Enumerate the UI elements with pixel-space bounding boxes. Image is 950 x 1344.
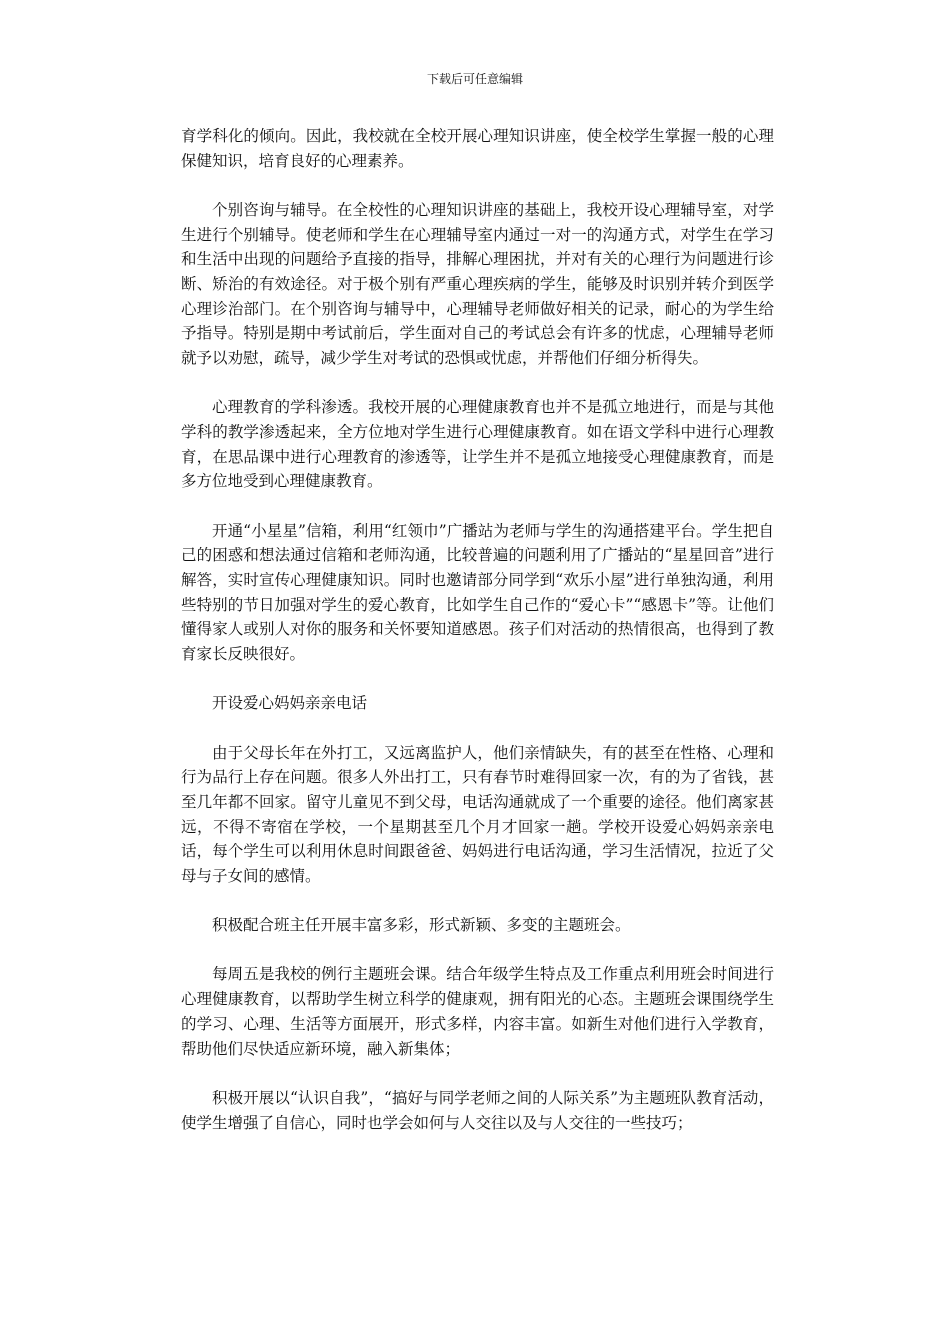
paragraph-4: 开通“小星星”信箱，利用“红领巾”广播站为老师与学生的沟通搭建平台。学生把自己的困惑和想法通过信箱和老师沟通，比较普遍的问题利用了广播站的“星星回音”进行解答，实时宣传心理健康知识。同时也邀请部分同学到“欢乐小屋”进行单独沟通，利用些特别的节日加强对学生的爱心教育，比如学生自己作的“爱心卡”“感恩卡”等。让他们懂得家人或别人对你的服务和关怀要知道感恩。孩子们对活动的热情很高，也得到了教育家长反映很好。 (181, 521, 774, 664)
paragraph-1: 育学科化的倾向。因此，我校就在全校开展心理知识讲座，使全校学生掌握一般的心理保健知识，培育良好的心理素养。 (181, 127, 774, 170)
paragraph-5: 开设爱心妈妈亲亲电话 (212, 694, 368, 713)
paragraph-7: 积极配合班主任开展丰富多彩，形式新颖、多变的主题班会。 (212, 916, 631, 935)
paragraph-8: 每周五是我校的例行主题班会课。结合年级学生特点及工作重点利用班会时间进行心理健康教育，以帮助学生树立科学的健康观，拥有阳光的心态。主题班会课围绕学生的学习、心理、生活等方面展开，形式多样，内容丰富。如新生对他们进行入学教育，帮助他们尽快适应新环境，融入新集体； (181, 965, 774, 1058)
paragraph-3: 心理教育的学科渗透。我校开展的心理健康教育也并不是孤立地进行，而是与其他学科的教学渗透起来，全方位地对学生进行心理健康教育。如在语文学科中进行心理教育，在思品课中进行心理教育的渗透等，让学生并不是孤立地接受心理健康教育，而是多方位地受到心理健康教育。 (181, 398, 774, 491)
page-header: 下载后可任意编辑 (426, 72, 523, 86)
paragraph-9: 积极开展以“认识自我”，“搞好与同学老师之间的人际关系”为主题班队教育活动，使学生增强了自信心，同时也学会如何与人交往以及与人交往的一些技巧； (181, 1088, 774, 1132)
paragraph-6: 由于父母长年在外打工，又远离监护人，他们亲情缺失，有的甚至在性格、心理和行为品行上存在问题。很多人外出打工，只有春节时难得回家一次，有的为了省钱，甚至几年都不回家。留守儿童见不到父母，电话沟通就成了一个重要的途径。他们离家甚远，不得不寄宿在学校，一个星期甚至几个月才回家一趟。学校开设爱心妈妈亲亲电话，每个学生可以利用休息时间跟爸爸、妈妈进行电话沟通，学习生活情况，拉近了父母与子女间的感情。 (181, 743, 774, 886)
document-body (181, 124, 774, 1160)
paragraph-2: 个别咨询与辅导。在全校性的心理知识讲座的基础上，我校开设心理辅导室，对学生进行个别辅导。使老师和学生在心理辅导室内通过一对一的沟通方式，对学生在学习和生活中出现的问题给予直接的指导，排解心理困扰，并对有关的心理行为问题进行诊断、矫治的有效途径。对于极个别有严重心理疾病的学生，能够及时识别并转介到医学心理诊治部门。在个别咨询与辅导中，心理辅导老师做好相关的记录，耐心的为学生给予指导。特别是期中考试前后，学生面对自己的考试总会有许多的忧虑，心理辅导老师就予以劝慰，疏导，减少学生对考试的恐惧或忧虑，并帮他们仔细分析得失。 (181, 200, 774, 368)
